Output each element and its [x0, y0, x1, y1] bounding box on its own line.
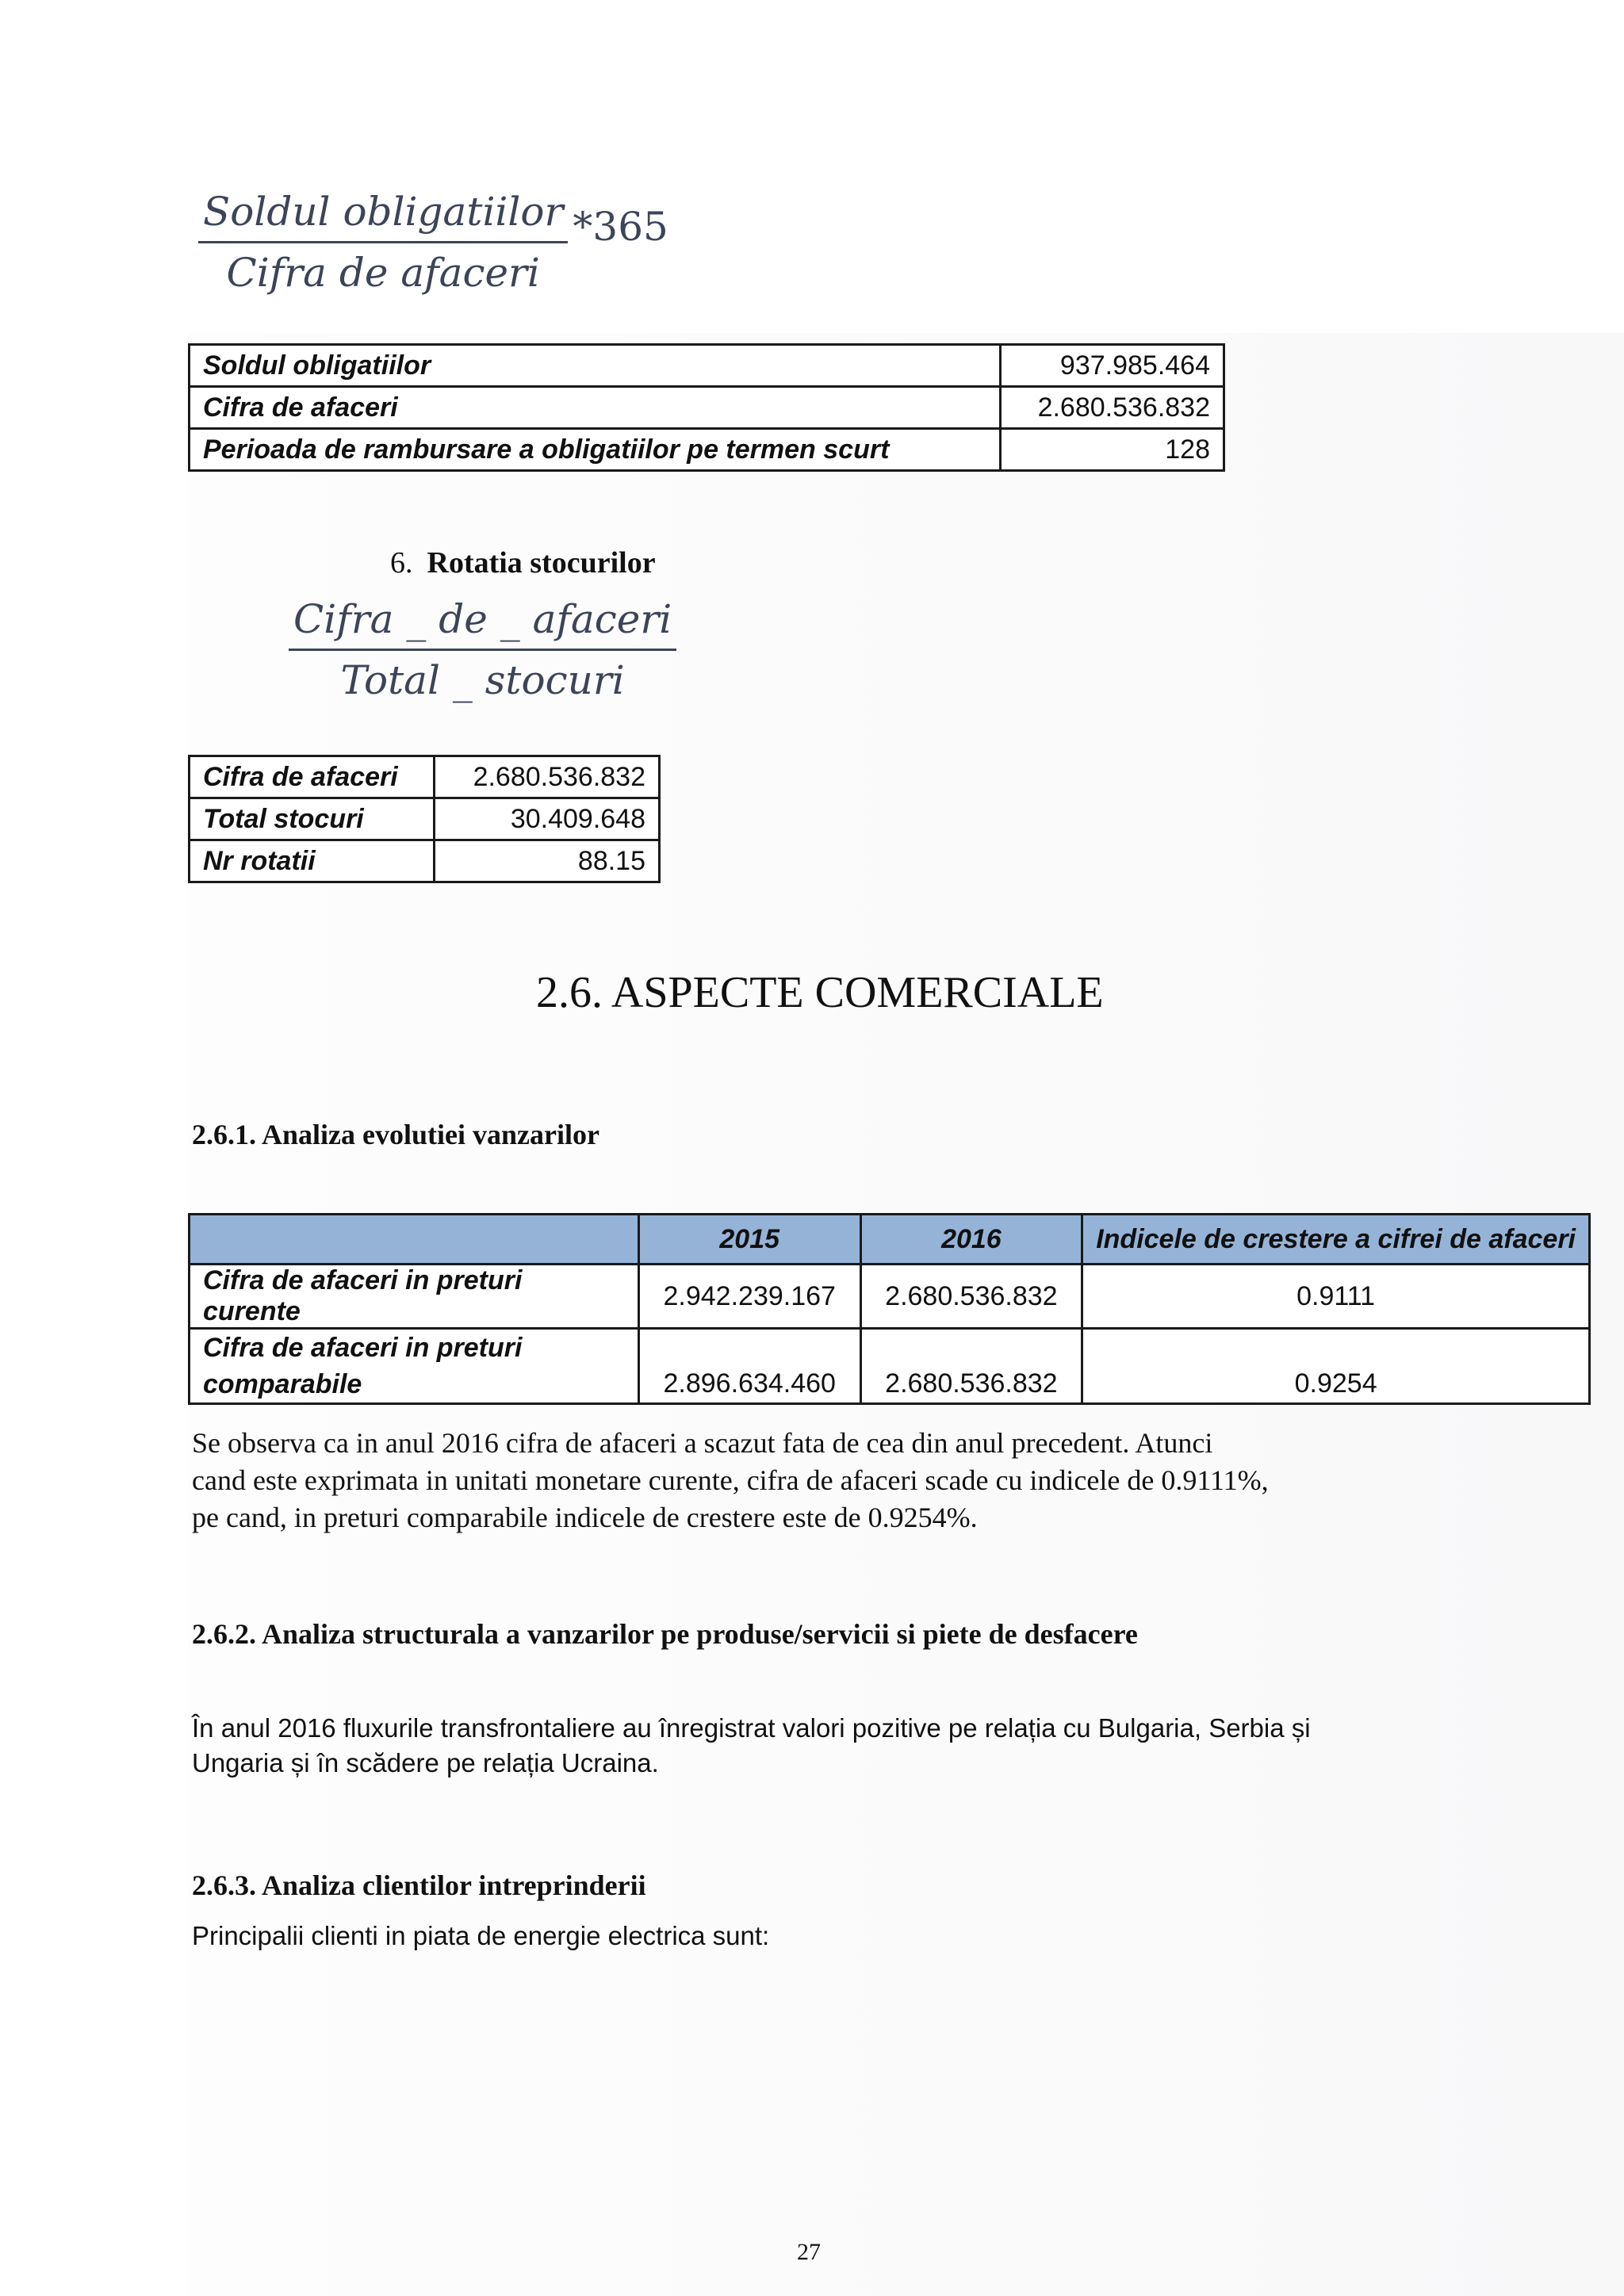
row-label: Cifra de afaceri in preturi curente — [190, 1265, 639, 1329]
paragraph-line: În anul 2016 fluxurile transfrontaliere au înregistrat valori pozitive pe relația cu Bulgaria, Serbia și — [192, 1713, 1311, 1743]
table-row — [190, 387, 1224, 429]
fraction — [198, 189, 568, 296]
formula-denominator: Total _ stocuri — [340, 657, 625, 703]
value-index: 0.9111 — [1082, 1265, 1590, 1329]
table-row — [190, 1265, 1590, 1329]
row-label-line: comparabile — [203, 1369, 362, 1399]
table-row — [190, 756, 660, 798]
row-value: 128 — [1001, 429, 1224, 471]
row-value: 30.409.648 — [435, 798, 660, 840]
row-label-line: Cifra de afaceri in preturi — [203, 1333, 523, 1363]
value-2015: 2.942.239.167 — [638, 1265, 860, 1329]
page-number: 27 — [797, 2239, 821, 2265]
row-label: Total stocuri — [190, 798, 435, 840]
row-value: 937.985.464 — [1001, 345, 1224, 387]
row-label: Cifra de afaceri — [190, 756, 435, 798]
header-cell-empty — [190, 1215, 639, 1265]
row-label: Nr rotatii — [190, 840, 435, 882]
paragraph-clienti: Principalii clienti in piata de energie electrica sunt: — [192, 1921, 770, 1950]
subsection-heading: 2.6.3. Analiza clientilor intreprinderii — [192, 1869, 646, 1901]
subsection-heading: 2.6.1. Analiza evolutiei vanzarilor — [192, 1119, 599, 1150]
table-row — [190, 798, 660, 840]
table-stocuri — [188, 755, 661, 883]
paragraph-line: cand este exprimata in unitati monetare curente, cifra de afaceri scade cu indicele de 0.9111%, — [192, 1464, 1269, 1496]
paragraph-line: pe cand, in preturi comparabile indicele de crestere este de 0.9254%. — [192, 1502, 978, 1533]
section-title: 2.6. ASPECTE COMERCIALE — [536, 968, 1104, 1017]
table-row — [190, 429, 1224, 471]
row-value: 88.15 — [435, 840, 660, 882]
fraction — [289, 596, 676, 703]
row-label: Perioada de rambursare a obligatiilor pe termen scurt — [190, 429, 1001, 471]
heading-text: Rotatia stocurilor — [427, 546, 656, 580]
row-value: 2.680.536.832 — [1001, 387, 1224, 429]
value-2016: 2.680.536.832 — [860, 1265, 1082, 1329]
formula-numerator: Cifra _ de _ afaceri — [289, 596, 676, 651]
paragraph-line: Se observa ca in anul 2016 cifra de afaceri a scazut fata de cea din anul precedent. Atunci — [192, 1427, 1213, 1459]
header-cell-2015: 2015 — [638, 1215, 860, 1265]
formula-numerator: Soldul obligatiilor — [198, 189, 568, 243]
header-cell-indice: Indicele de crestere a cifrei de afaceri — [1082, 1215, 1590, 1265]
row-value: 2.680.536.832 — [435, 756, 660, 798]
row-label — [190, 1329, 639, 1404]
header-cell-2016: 2016 — [860, 1215, 1082, 1265]
table-row — [190, 1329, 1590, 1404]
table-obligatii — [188, 343, 1225, 472]
row-label: Soldul obligatiilor — [190, 345, 1001, 387]
formula-rotatia — [289, 596, 676, 703]
formula-obligatii — [198, 189, 668, 296]
value-index: 0.9254 — [1082, 1329, 1590, 1404]
value-2016: 2.680.536.832 — [860, 1329, 1082, 1404]
row-label: Cifra de afaceri — [190, 387, 1001, 429]
value-2015: 2.896.634.460 — [638, 1329, 860, 1404]
table-row — [190, 345, 1224, 387]
paragraph-line: Ungaria și în scădere pe relația Ucraina. — [192, 1748, 659, 1777]
table-header-row — [190, 1215, 1590, 1265]
formula-multiplier: *365 — [573, 203, 668, 250]
table-row — [190, 840, 660, 882]
formula-denominator: Cifra de afaceri — [226, 250, 540, 296]
paragraph-fluxuri — [192, 1711, 1311, 1781]
heading-number: 6. — [390, 546, 413, 580]
heading-rotatia — [390, 545, 656, 580]
subsection-heading: 2.6.2. Analiza structurala a vanzarilor pe produse/servicii si piete de desfacere — [192, 1618, 1138, 1650]
paragraph-evolutie — [192, 1425, 1269, 1536]
table-vanzari — [188, 1213, 1591, 1405]
